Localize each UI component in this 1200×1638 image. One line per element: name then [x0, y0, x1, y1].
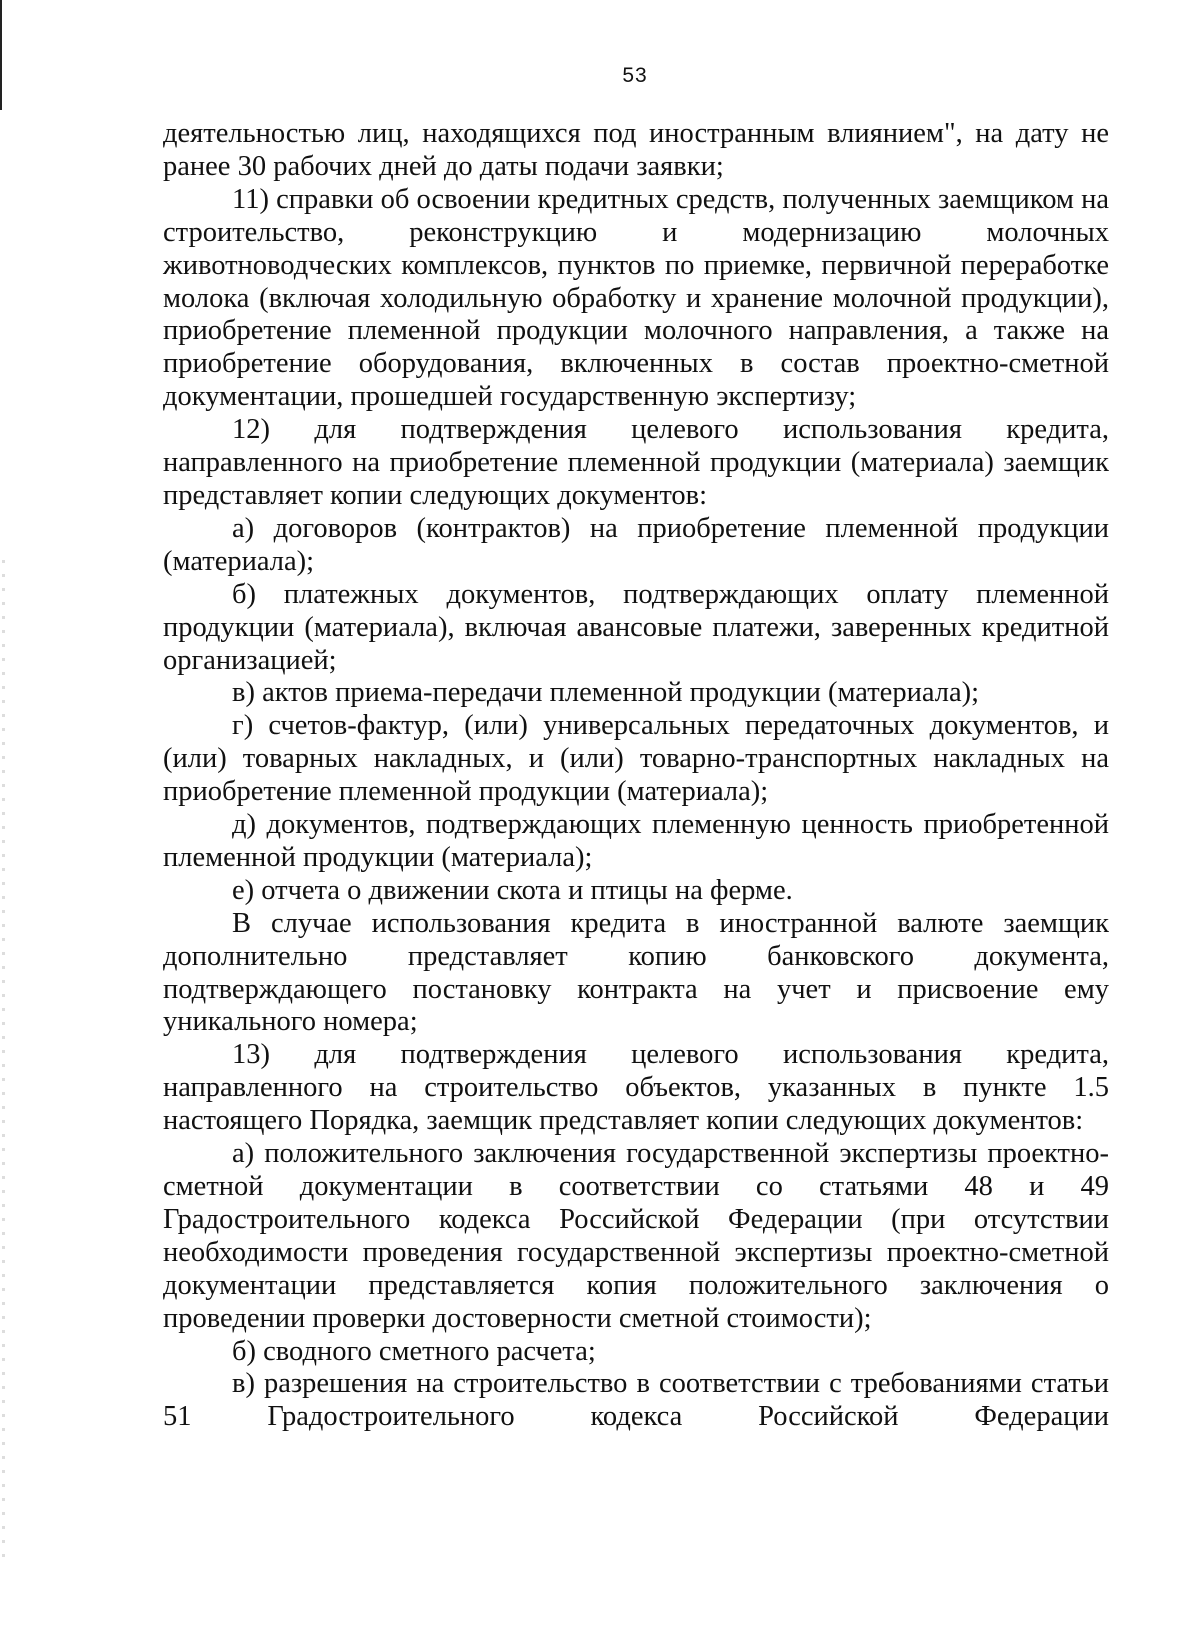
paragraph: 13) для подтверждения целевого использования кредита, направленного на строительство объектов, указанных в пункте 1.5 настоящего Порядка, заемщик представляет копии следующих документов: [163, 1039, 1109, 1137]
paragraph: 11) справки об освоении кредитных средств, полученных заемщиком на строительство, реконструкцию и модернизацию молочных животноводческих комплексов, пунктов по приемке, первичной переработке молока (включая холодильную обработку и хранение молочной продукции), приобретение племенной продукции молочного направления, а также на приобретение оборудования, включенных в состав проектно-сметной документации, прошедшей государственную экспертизу; [163, 183, 1109, 413]
paragraph: а) положительного заключения государственной экспертизы проектно-сметной документации в соответствии со статьями 48 и 49 Градостроительного кодекса Российской Федерации (при отсутствии необходимости проведения государственной экспертизы проектно-сметной документации представляется копия положительного заключения о проведении проверки достоверности сметной стоимости); [163, 1138, 1109, 1334]
page-number: 53 [622, 64, 648, 87]
paragraph: а) договоров (контрактов) на приобретение племенной продукции (материала); [163, 512, 1109, 577]
scan-margin-marks [2, 560, 5, 1560]
document-body [163, 118, 1109, 1434]
paragraph: в) разрешения на строительство в соответствии с требованиями статьи 51 Градостроительного кодекса Российской Федерации [163, 1368, 1109, 1433]
paragraph: 12) для подтверждения целевого использования кредита, направленного на приобретение племенной продукции (материала) заемщик представляет копии следующих документов: [163, 414, 1109, 511]
paragraph: б) сводного сметного расчета; [232, 1335, 596, 1367]
paragraph: е) отчета о движении скота и птицы на ферме. [232, 874, 793, 906]
paragraph: г) счетов-фактур, (или) универсальных передаточных документов, и (или) товарных накладных, и (или) товарно-транспортных накладных на приобретение племенной продукции (материала); [163, 710, 1109, 808]
paragraph: б) платежных документов, подтверждающих оплату племенной продукции (материала), включая авансовые платежи, заверенных кредитной организацией; [163, 578, 1109, 676]
scan-left-edge [0, 0, 2, 110]
paragraph: деятельностью лиц, находящихся под иностранным влиянием", на дату не ранее 30 рабочих дней до даты подачи заявки; [163, 118, 1109, 182]
paragraph: д) документов, подтверждающих племенную ценность приобретенной племенной продукции (материала); [163, 809, 1109, 873]
paragraph: В случае использования кредита в иностранной валюте заемщик дополнительно представляет копию банковского документа, подтверждающего постановку контракта на учет и присвоение ему уникального номера; [163, 907, 1109, 1038]
paragraph: в) актов приема-передачи племенной продукции (материала); [232, 677, 980, 709]
